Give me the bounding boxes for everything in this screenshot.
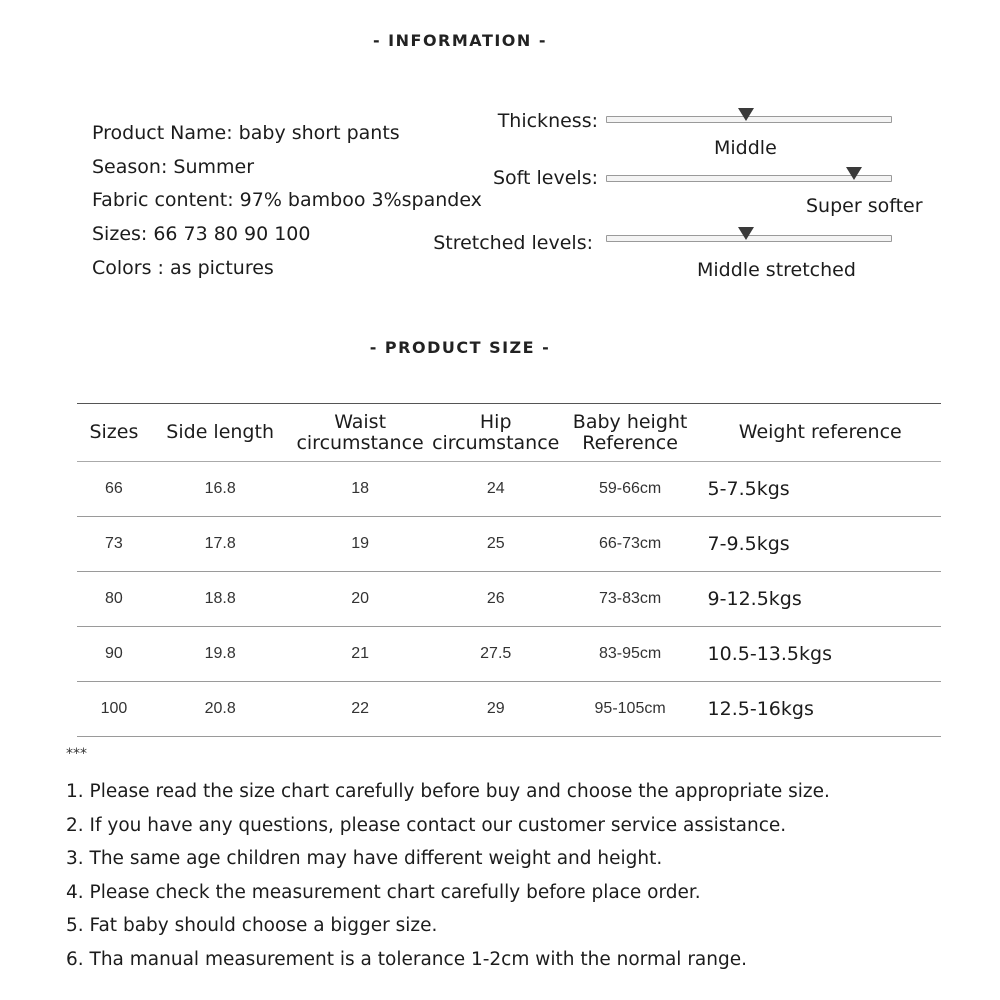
note-item: 2. If you have any questions, please contact our customer service assistance. [66, 814, 787, 836]
header-hip-line2: circumstance [432, 431, 560, 454]
cell-height: 95-105cm [561, 682, 700, 737]
soft-levels-value: Super softer [806, 195, 923, 217]
stretched-levels-meter [606, 235, 892, 242]
stretched-levels-label: Stretched levels: [433, 232, 593, 254]
header-weight-reference: Weight reference [700, 404, 941, 462]
cell-waist: 22 [289, 682, 430, 737]
cell-hip: 24 [431, 462, 561, 517]
header-hip-line1: Hip [479, 410, 512, 433]
soft-levels-marker-icon [846, 167, 862, 180]
product-size-title: - PRODUCT SIZE - [369, 338, 551, 357]
note-item: 5. Fat baby should choose a bigger size. [66, 915, 438, 937]
thickness-meter [606, 116, 892, 123]
cell-weight: 9-12.5kgs [700, 572, 941, 627]
header-height-line2: Reference [582, 431, 678, 454]
cell-side-length: 19.8 [151, 627, 290, 682]
cell-waist: 18 [289, 462, 430, 517]
cell-side-length: 18.8 [151, 572, 290, 627]
cell-size: 73 [77, 517, 151, 572]
product-info-list [92, 118, 482, 286]
note-item: 4. Please check the measurement chart carefully before place order. [66, 881, 701, 903]
table-row [77, 682, 941, 737]
size-table [77, 403, 941, 737]
cell-waist: 21 [289, 627, 430, 682]
note-item: 6. Tha manual measurement is a tolerance 1-2cm with the normal range. [66, 948, 747, 970]
fabric-content-line: Fabric content: 97% bamboo 3%spandex [92, 189, 482, 212]
thickness-marker-icon [738, 108, 754, 121]
cell-weight: 5-7.5kgs [700, 462, 941, 517]
table-row [77, 572, 941, 627]
cell-hip: 27.5 [431, 627, 561, 682]
header-sizes: Sizes [77, 404, 151, 462]
information-title: - INFORMATION - [372, 31, 548, 50]
colors-line: Colors : as pictures [92, 256, 274, 279]
cell-hip: 26 [431, 572, 561, 627]
cell-height: 59-66cm [561, 462, 700, 517]
sizes-line: Sizes: 66 73 80 90 100 [92, 223, 311, 246]
table-row [77, 462, 941, 517]
table-row [77, 517, 941, 572]
cell-side-length: 16.8 [151, 462, 290, 517]
header-waist-line1: Waist [334, 410, 387, 433]
header-baby-height-reference [561, 404, 700, 462]
cell-hip: 29 [431, 682, 561, 737]
header-waist-line2: circumstance [296, 431, 424, 454]
cell-height: 83-95cm [561, 627, 700, 682]
cell-side-length: 17.8 [151, 517, 290, 572]
cell-waist: 20 [289, 572, 430, 627]
cell-weight: 12.5-16kgs [700, 682, 941, 737]
cell-size: 80 [77, 572, 151, 627]
stretched-levels-value: Middle stretched [697, 259, 856, 281]
soft-levels-meter [606, 175, 892, 182]
header-hip-circumstance [431, 404, 561, 462]
header-height-line1: Baby height [572, 410, 688, 433]
table-row [77, 627, 941, 682]
table-header-row [77, 404, 941, 462]
cell-weight: 10.5-13.5kgs [700, 627, 941, 682]
season-line: Season: Summer [92, 155, 255, 178]
stretched-levels-marker-icon [738, 227, 754, 240]
cell-waist: 19 [289, 517, 430, 572]
cell-size: 66 [77, 462, 151, 517]
header-waist-circumstance [289, 404, 430, 462]
cell-size: 100 [77, 682, 151, 737]
product-name-line: Product Name: baby short pants [92, 122, 400, 144]
thickness-label: Thickness: [497, 110, 598, 132]
soft-levels-label: Soft levels: [492, 167, 598, 189]
cell-weight: 7-9.5kgs [700, 517, 941, 572]
notes-stars: *** [66, 746, 87, 762]
cell-side-length: 20.8 [151, 682, 290, 737]
note-item: 1. Please read the size chart carefully before buy and choose the appropriate size. [66, 781, 830, 802]
notes-section [66, 740, 830, 977]
header-side-length: Side length [151, 404, 290, 462]
thickness-value: Middle [714, 137, 777, 159]
cell-size: 90 [77, 627, 151, 682]
cell-hip: 25 [431, 517, 561, 572]
cell-height: 73-83cm [561, 572, 700, 627]
note-item: 3. The same age children may have different weight and height. [66, 848, 663, 870]
cell-height: 66-73cm [561, 517, 700, 572]
